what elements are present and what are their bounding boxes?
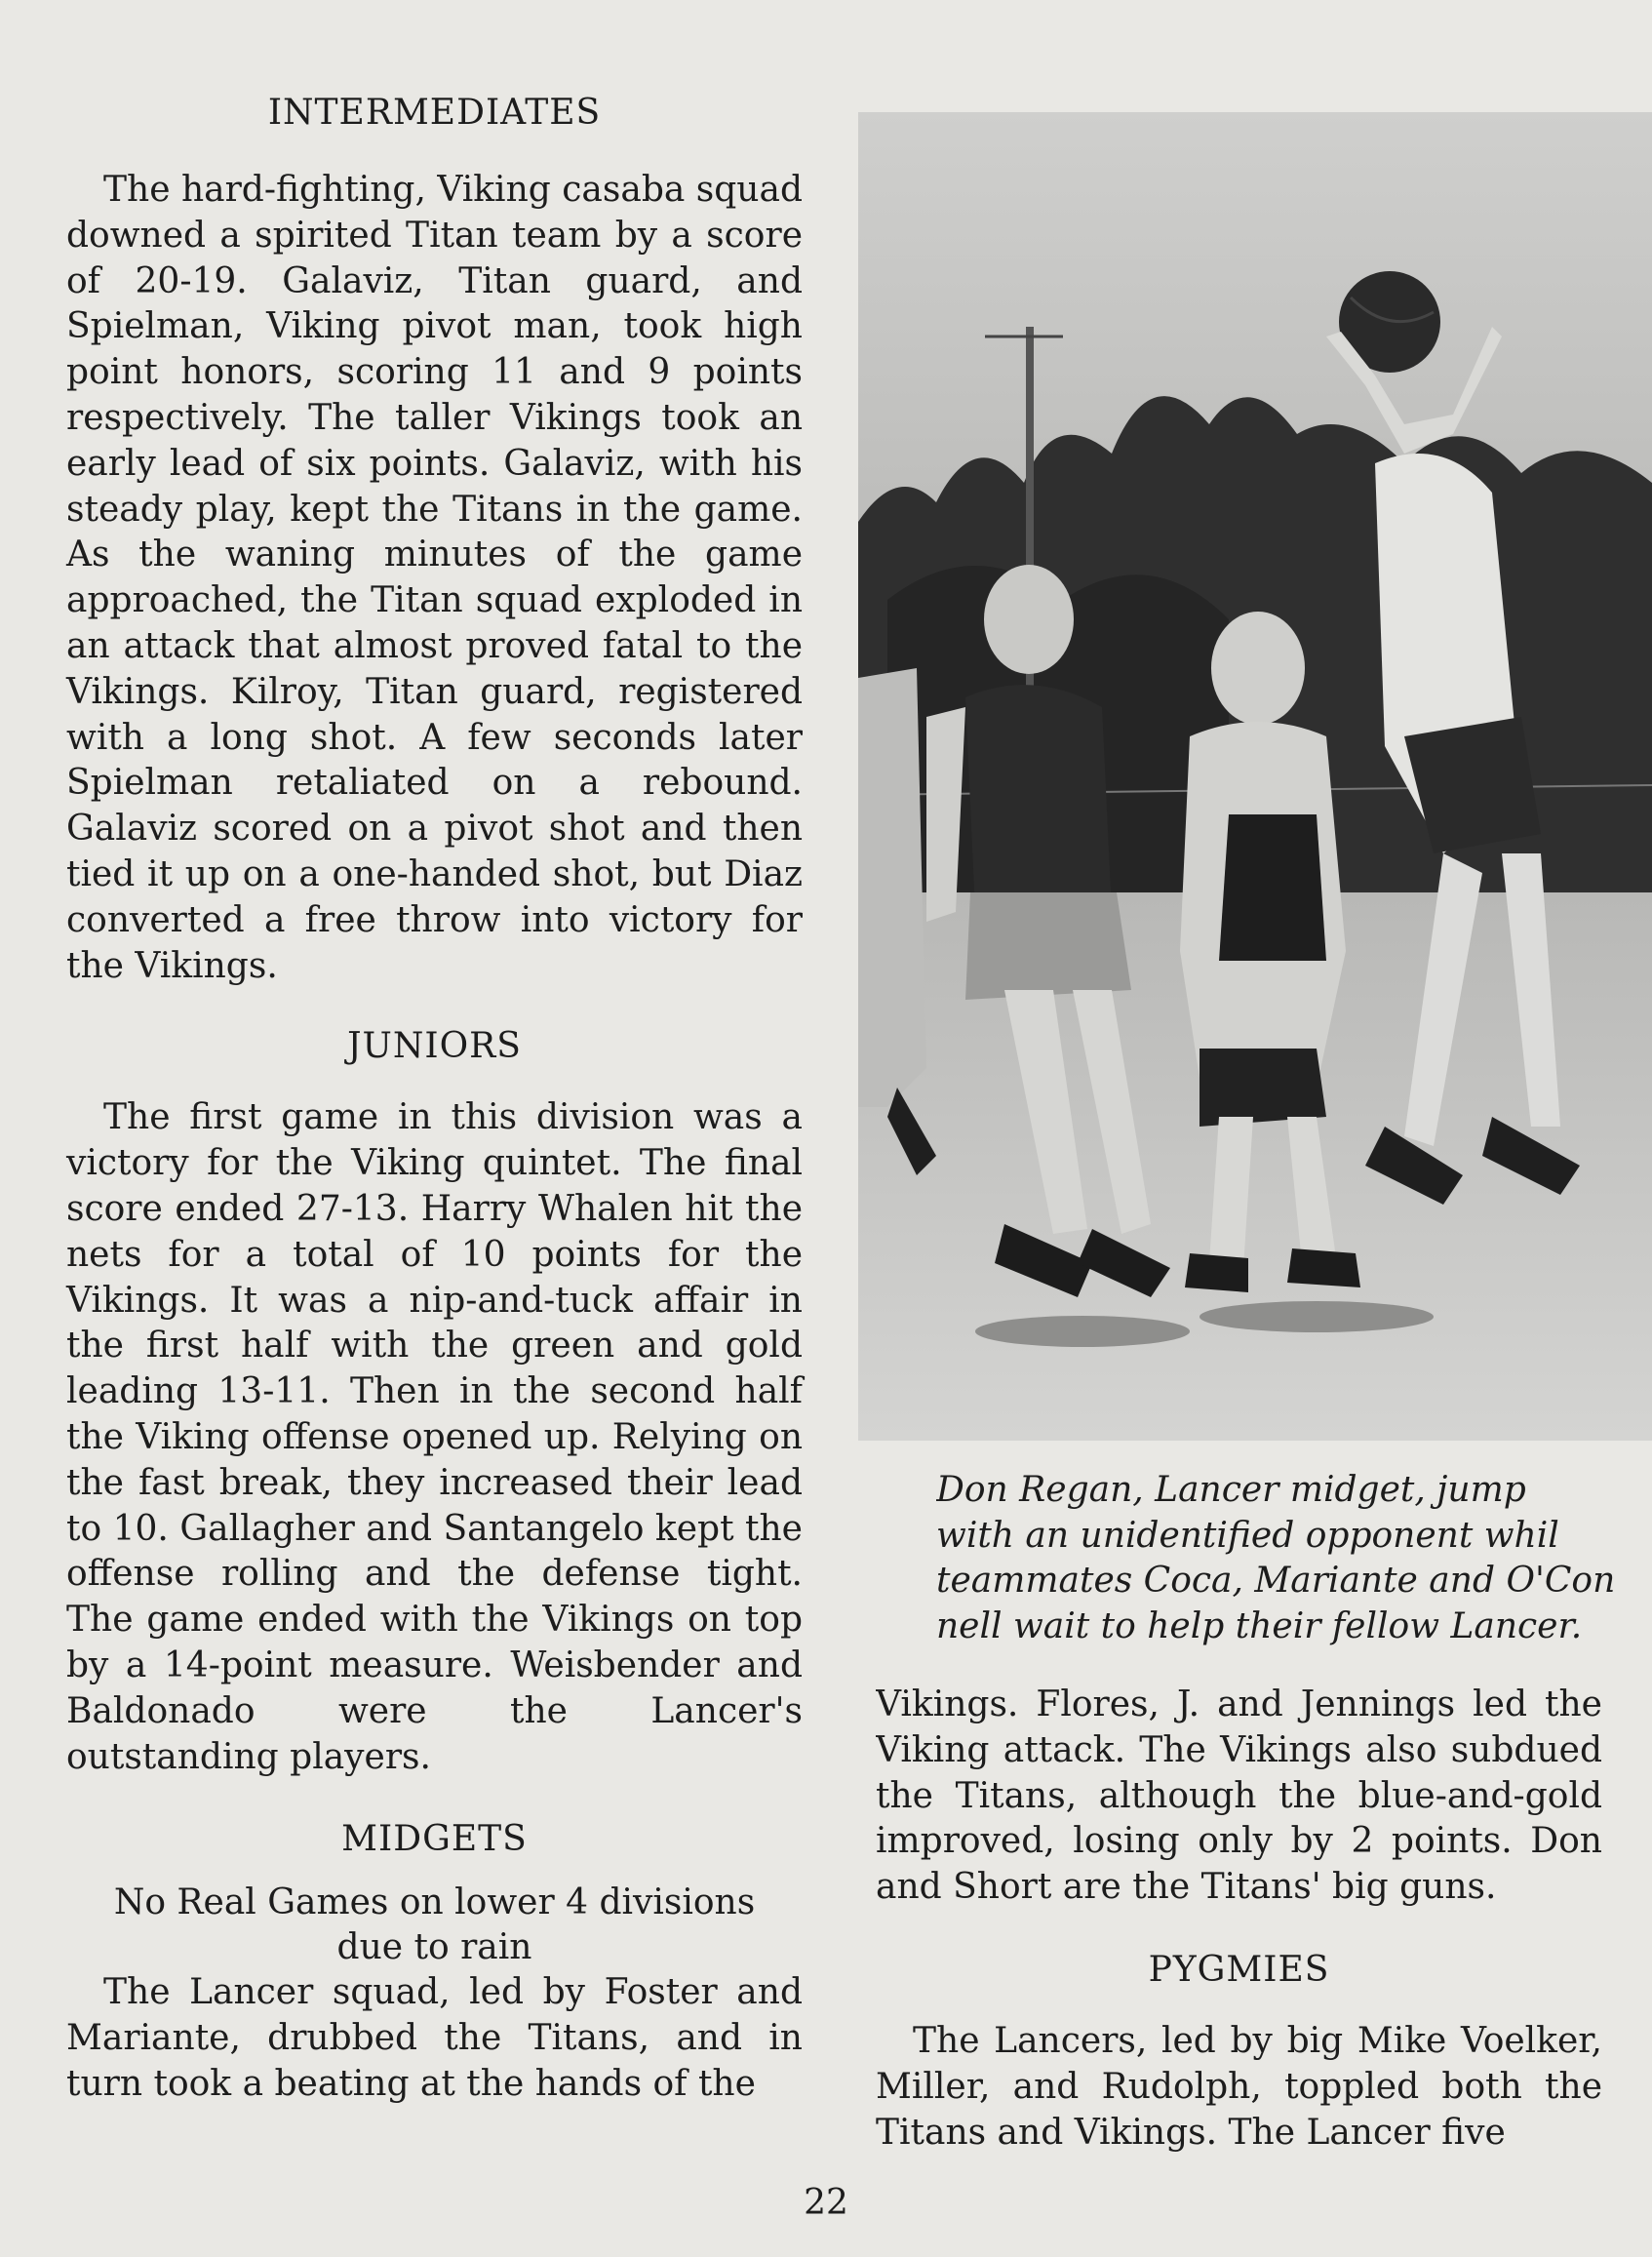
caption-line: teammates Coca, Mariante and O'Con — [936, 1561, 1616, 1601]
photo-caption — [936, 1468, 1652, 1649]
basketball-photo-image — [858, 112, 1652, 1441]
pygmies-heading: PYGMIES — [1148, 1949, 1330, 1990]
caption-line: nell wait to help their fellow Lancer. — [936, 1605, 1583, 1646]
juniors-heading: JUNIORS — [347, 1026, 522, 1067]
midgets-note-line-2: due to rain — [336, 1927, 532, 1968]
pygmies-body: The Lancers, led by big Mike Voelker, Miller, and Rudolph, toppled both the Titans and Vikings. The Lancer five — [876, 2020, 1602, 2153]
midgets-body: The Lancer squad, led by Foster and Mariante, drubbed the Titans, and in turn took a beating at the hands of the — [66, 1972, 803, 2104]
intermediates-heading: INTERMEDIATES — [267, 93, 602, 133]
caption-line: with an unidentified opponent whil — [936, 1515, 1559, 1556]
right-column-text — [876, 1683, 1602, 2156]
left-column — [66, 93, 803, 2108]
juniors-body: The first game in this division was a victory for the Viking quintet. The final score ended 27-13. Harry Whalen hit the nets for a total of 10 points for the Vikings. It was a nip-and-tuck affair in the first half with the green and gold leading 13-11. Then in the second half the Viking offense opened up. Relying on the fast break, they increased their lead to 10. Gallagher and Santangelo kept the offense rolling and the defense tight. The game ended with the Vikings on top by a 14-point measure. Weisbender and Baldonado were the Lancer's outstanding players. — [66, 1097, 803, 1777]
intermediates-body: The hard-fighting, Viking casaba squad downed a spirited Titan team by a score of 20-19. Galaviz, Titan guard, and Spielman, Viking pivot man, took high point honors, scoring 11 and 9 points respectively. The taller Vikings took an early lead of six points. Galaviz, with his steady play, kept the Titans in the game. As the waning minutes of the game approached, the Titan squad exploded in an attack that almost proved fatal to the Vikings. Kilroy, Titan guard, registered with a long shot. A few seconds later Spielman retaliated on a rebound. Galaviz scored on a pivot shot and then tied it up on a one-handed shot, but Diaz converted a free throw into victory for the Vikings. — [66, 170, 803, 986]
midgets-note-line-1: No Real Games on lower 4 divisions — [113, 1882, 756, 1923]
basketball-photo — [858, 112, 1652, 1441]
caption-line: Don Regan, Lancer midget, jump — [936, 1470, 1526, 1510]
page-number: 22 — [804, 2183, 848, 2223]
midgets-continued-body: Vikings. Flores, J. and Jennings led the Viking attack. The Vikings also subdued the Titans, although the blue-and-gold improved, losing only by 2 points. Don and Short are the Titans' big guns. — [876, 1684, 1602, 1908]
midgets-heading: MIDGETS — [341, 1819, 528, 1860]
